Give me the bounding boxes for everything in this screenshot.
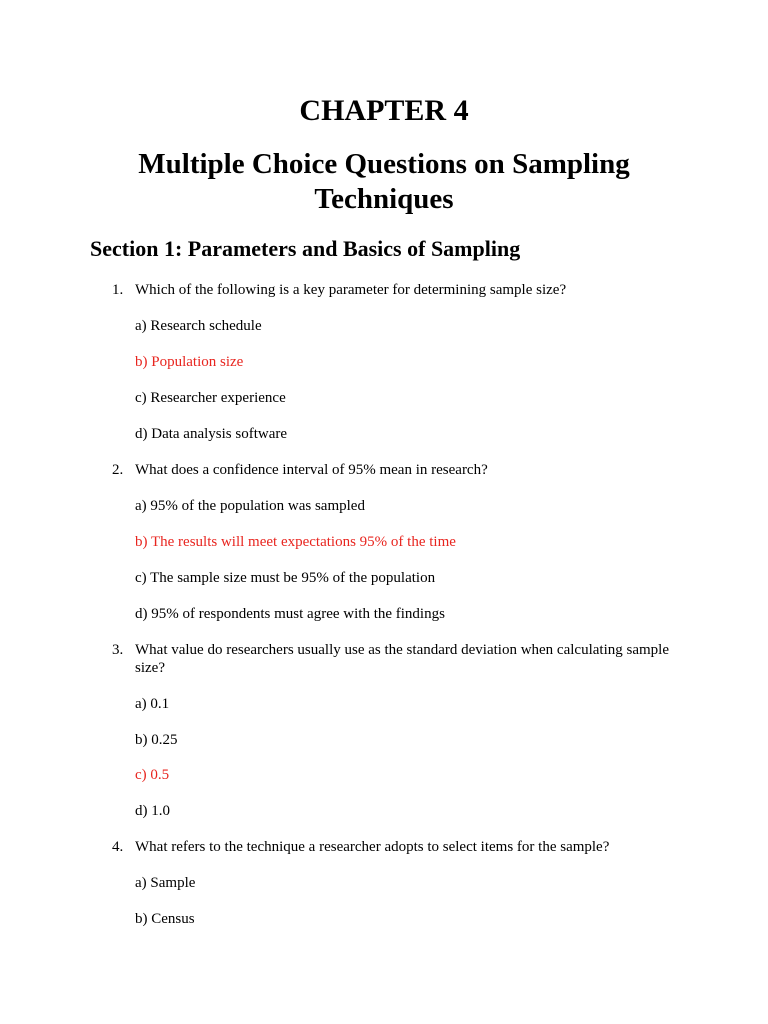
question-number: 2. <box>112 462 124 478</box>
answer-option: b) 0.25 <box>135 732 178 748</box>
correct-answer-option: c) 0.5 <box>135 767 170 783</box>
question-text: What does a confidence interval of 95% mean in research? <box>135 462 488 478</box>
question-number: 4. <box>112 839 124 855</box>
correct-answer-option: b) The results will meet expectations 95% of the time <box>135 534 456 550</box>
answer-option: b) Census <box>135 911 195 927</box>
correct-answer-option: b) Population size <box>135 354 244 370</box>
answer-option: a) Sample <box>135 875 196 891</box>
answer-option: d) 1.0 <box>135 803 170 819</box>
question-text: Which of the following is a key parameter for determining sample size? <box>135 282 567 298</box>
question-text: What value do researchers usually use as the standard deviation when calculating sample size? <box>135 642 669 676</box>
answer-option: a) Research schedule <box>135 318 262 334</box>
answer-option: c) Researcher experience <box>135 390 286 406</box>
answer-option: d) 95% of respondents must agree with the findings <box>135 606 445 622</box>
question-number: 3. <box>112 642 124 658</box>
question-text: What refers to the technique a researcher adopts to select items for the sample? <box>135 839 610 855</box>
section-heading: Section 1: Parameters and Basics of Sampling <box>90 236 521 261</box>
answer-option: a) 95% of the population was sampled <box>135 498 365 514</box>
page-title: Multiple Choice Questions on Sampling Techniques <box>138 148 630 215</box>
chapter-heading: CHAPTER 4 <box>299 94 469 127</box>
answer-option: c) The sample size must be 95% of the population <box>135 570 436 586</box>
answer-option: d) Data analysis software <box>135 426 288 442</box>
answer-option: a) 0.1 <box>135 696 170 712</box>
question-number: 1. <box>112 282 124 298</box>
